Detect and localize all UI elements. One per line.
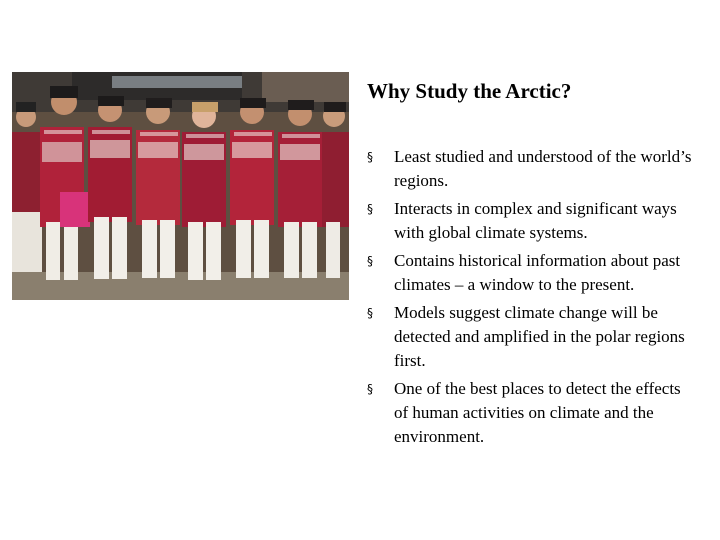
square-bullet-icon: § <box>367 306 373 320</box>
bullet-text: Contains historical information about past climates – a window to the present. <box>394 251 681 294</box>
square-bullet-icon: § <box>367 202 373 216</box>
slide-title: Why Study the Arctic? <box>367 79 572 103</box>
bullet-text: One of the best places to detect the effects of human activities on climate and the environment. <box>394 379 681 446</box>
bullet-item <box>367 249 697 297</box>
bullet-text: Models suggest climate change will be detected and amplified in the polar regions first. <box>394 303 685 370</box>
arctic-children-photo <box>12 72 349 300</box>
square-bullet-icon: § <box>367 150 373 164</box>
bullet-item <box>367 197 697 245</box>
square-bullet-icon: § <box>367 382 373 396</box>
bullet-text: Interacts in complex and significant ways with global climate systems. <box>394 199 677 242</box>
square-bullet-icon: § <box>367 254 373 268</box>
bullet-item <box>367 377 697 449</box>
bullet-item <box>367 145 697 193</box>
bullet-item <box>367 301 697 373</box>
bullet-text: Least studied and understood of the world’s regions. <box>394 147 692 190</box>
bullet-list <box>367 145 697 453</box>
